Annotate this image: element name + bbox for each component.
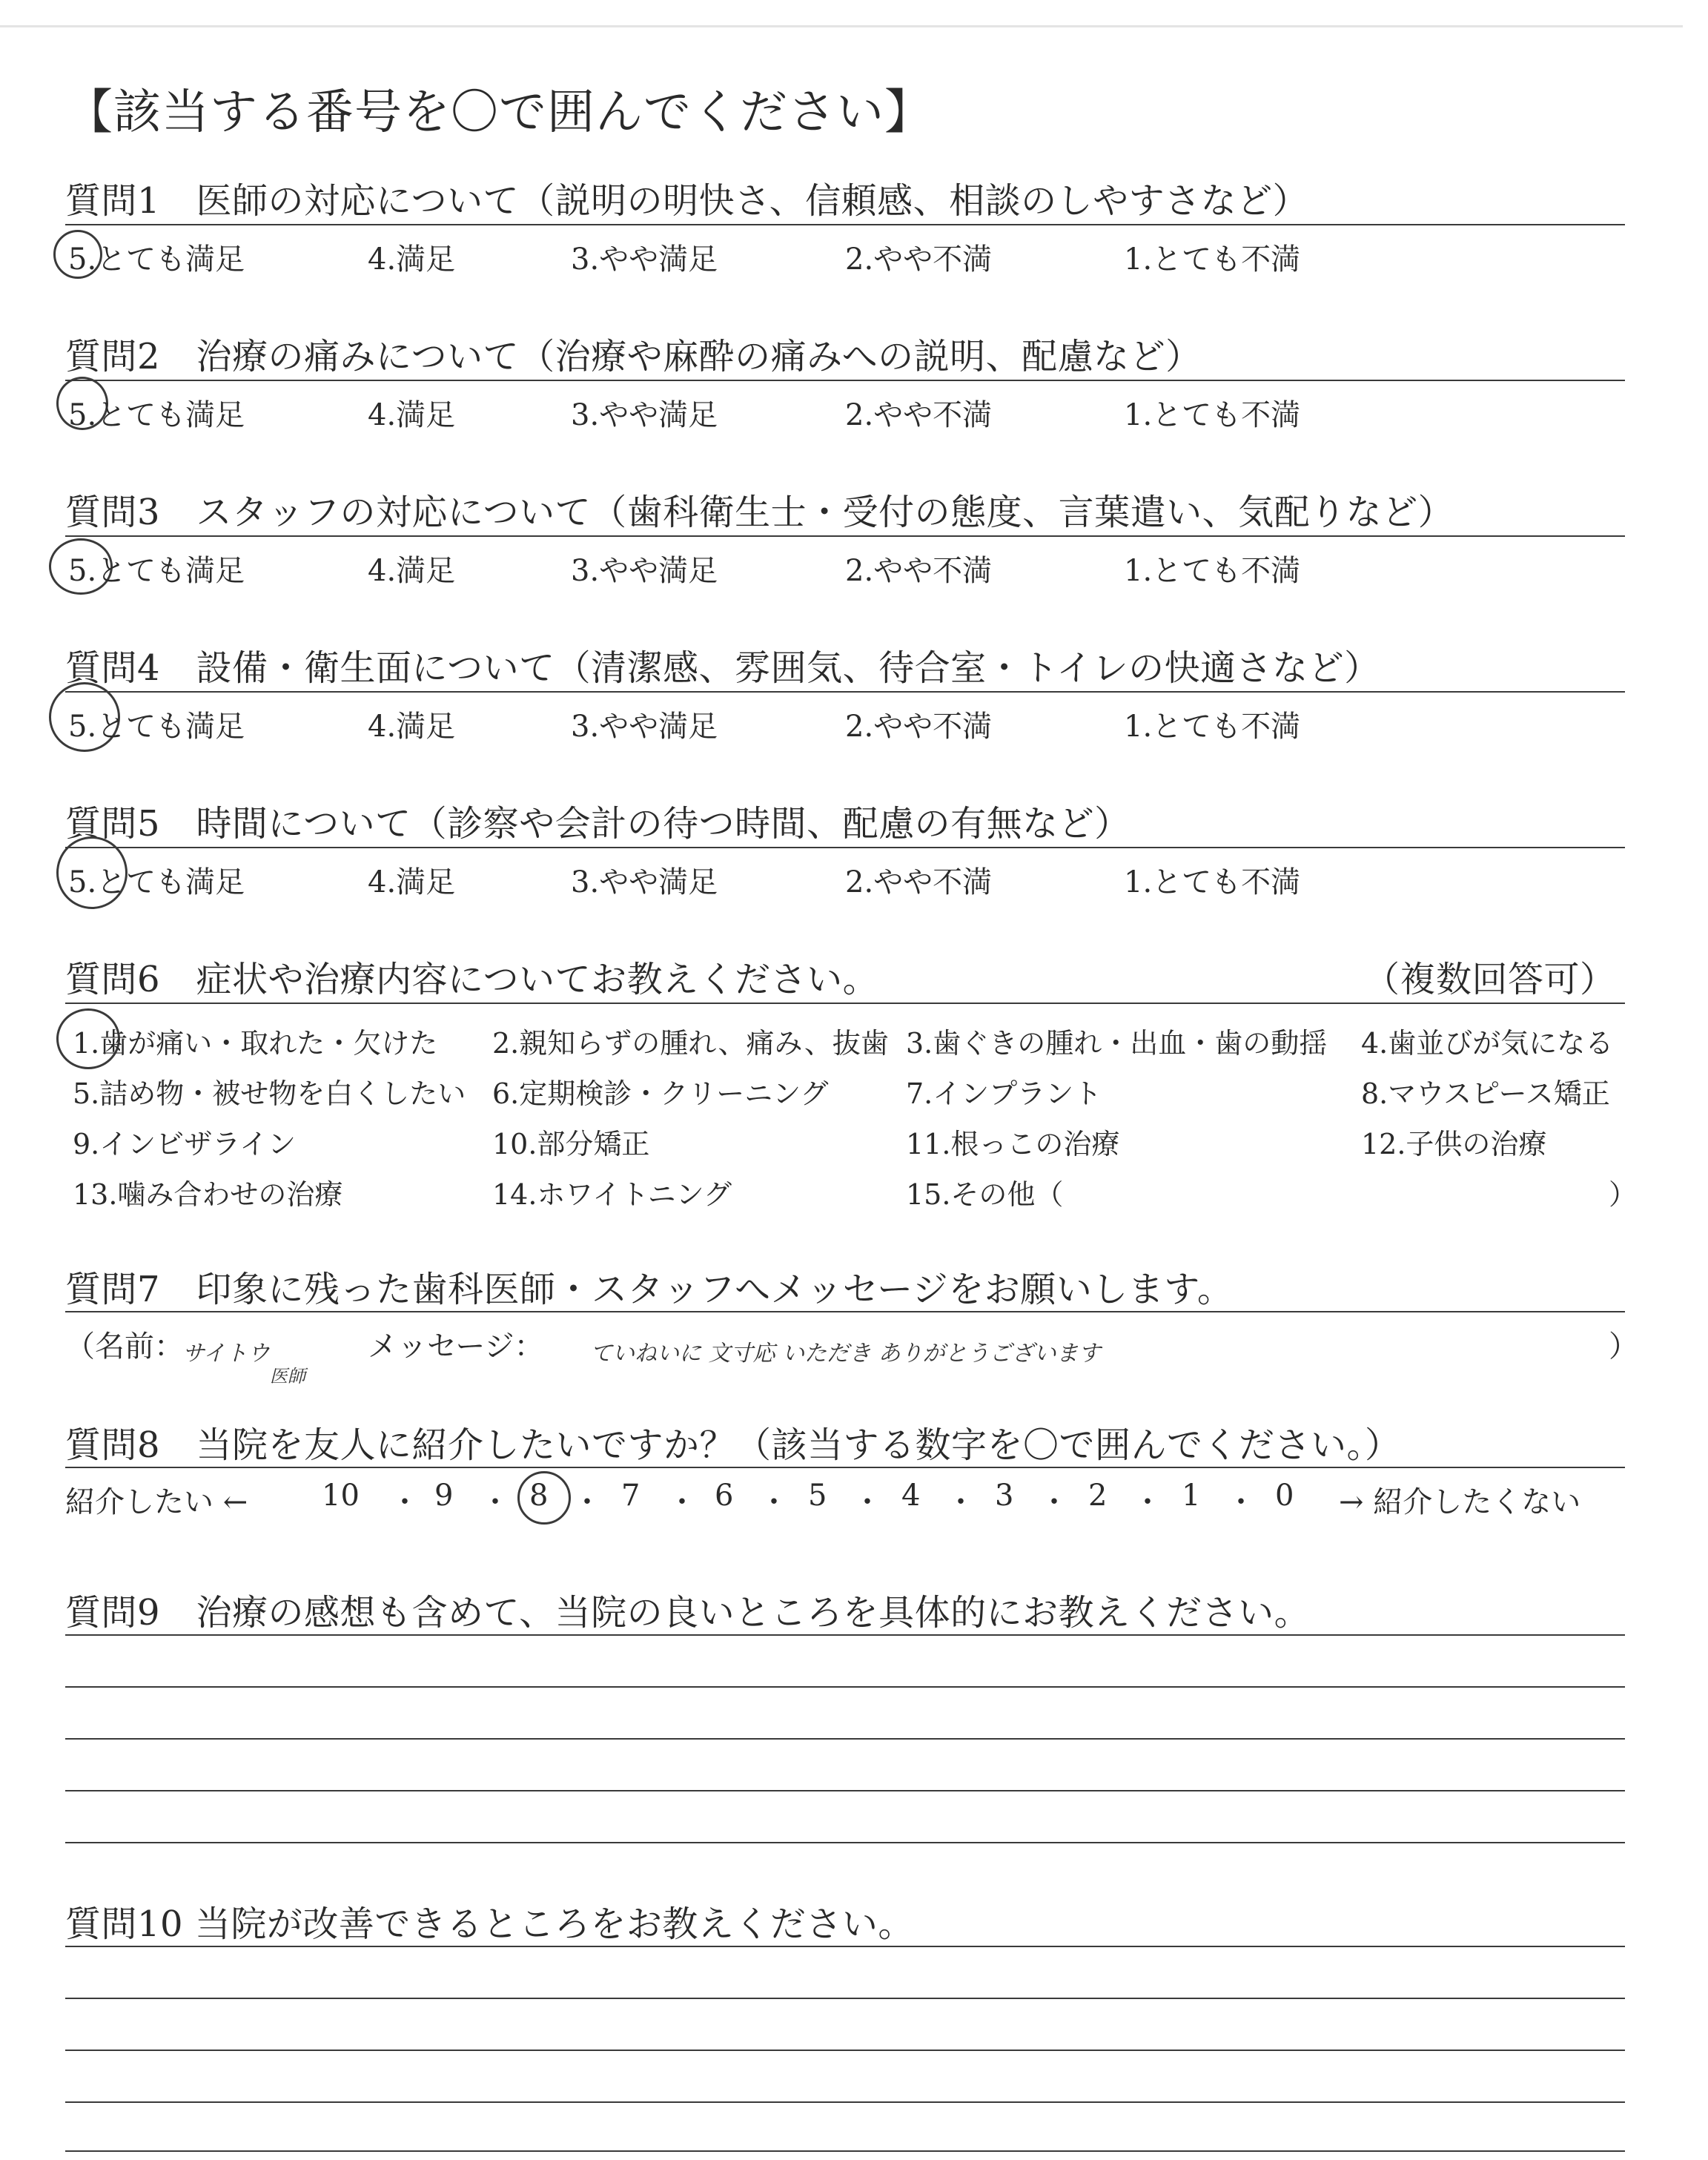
q6-multiple-note: （複数回答可） xyxy=(1364,959,1616,1000)
q8-score-8[interactable]: 8 xyxy=(529,1479,549,1513)
q2-option-1[interactable]: 1.とても不満 xyxy=(1124,398,1301,432)
q9-answer-line[interactable] xyxy=(65,1634,1625,1636)
q6-option-15[interactable]: 15.その他（ xyxy=(906,1178,1064,1211)
q5-option-4[interactable]: 4.満足 xyxy=(368,865,456,899)
q8-score-9[interactable]: 9 xyxy=(434,1479,454,1513)
q7-handwritten-name[interactable]: サイトウ xyxy=(182,1341,270,1367)
q5-option-2[interactable]: 2.やや不満 xyxy=(845,865,993,899)
q3-option-3[interactable]: 3.やや満足 xyxy=(571,554,718,588)
q8-dot: ・ xyxy=(667,1485,697,1519)
q9-answer-line[interactable] xyxy=(65,1686,1625,1688)
q6-option-7[interactable]: 7.インプラント xyxy=(906,1077,1102,1110)
q5-rule xyxy=(65,847,1625,848)
q4-option-3[interactable]: 3.やや満足 xyxy=(571,710,718,744)
q4-option-2[interactable]: 2.やや不満 xyxy=(845,710,993,744)
q6-rule xyxy=(65,1003,1625,1004)
q10-answer-line[interactable] xyxy=(65,1998,1625,1999)
q3-option-1[interactable]: 1.とても不満 xyxy=(1124,554,1301,588)
q2-rule xyxy=(65,380,1625,381)
q8-title: 質問8 当院を友人に紹介したいですか？（該当する数字を〇で囲んでください。） xyxy=(65,1424,1401,1466)
q2-option-2[interactable]: 2.やや不満 xyxy=(845,398,993,432)
q2-option-3[interactable]: 3.やや満足 xyxy=(571,398,718,432)
q3-option-5[interactable]: 5.とても満足 xyxy=(68,554,245,588)
q6-option-12[interactable]: 12.子供の治療 xyxy=(1361,1128,1547,1160)
q6-option-3[interactable]: 3.歯ぐきの腫れ・出血・歯の動揺 xyxy=(906,1027,1328,1060)
q6-option-11[interactable]: 11.根っこの治療 xyxy=(906,1128,1120,1160)
q6-option-15-close: ） xyxy=(1609,1178,1638,1211)
form-header: 【該当する番号を〇で囲んでください】 xyxy=(65,85,933,140)
q8-right-label: → 紹介したくない xyxy=(1339,1485,1581,1519)
q8-dot: ・ xyxy=(759,1485,789,1519)
q3-option-4[interactable]: 4.満足 xyxy=(368,554,456,588)
q8-dot: ・ xyxy=(572,1485,602,1519)
q9-title: 質問9 治療の感想も含めて、当院の良いところを具体的にお教えください。 xyxy=(65,1592,1311,1634)
q6-option-6[interactable]: 6.定期検診・クリーニング xyxy=(492,1077,829,1110)
q6-option-10[interactable]: 10.部分矯正 xyxy=(492,1128,650,1160)
q5-option-3[interactable]: 3.やや満足 xyxy=(571,865,718,899)
q4-rule xyxy=(65,691,1625,693)
q5-title: 質問5 時間について（診察や会計の待つ時間、配慮の有無など） xyxy=(65,803,1131,845)
q8-dot: ・ xyxy=(1133,1485,1162,1519)
q8-dot: ・ xyxy=(946,1485,976,1519)
q1-title: 質問1 医師の対応について（説明の明快さ、信頼感、相談のしやすさなど） xyxy=(65,180,1309,222)
q7-close-paren: ） xyxy=(1609,1330,1638,1364)
q1-option-3[interactable]: 3.やや満足 xyxy=(571,242,718,277)
q6-title: 質問6 症状や治療内容についてお教えください。 xyxy=(65,959,879,1000)
q6-option-5[interactable]: 5.詰め物・被せ物を白くしたい xyxy=(73,1077,466,1110)
q7-name-label: （名前： xyxy=(65,1330,184,1364)
q5-option-1[interactable]: 1.とても不満 xyxy=(1124,865,1301,899)
q9-answer-line[interactable] xyxy=(65,1738,1625,1740)
q10-answer-line[interactable] xyxy=(65,1946,1625,1947)
q1-rule xyxy=(65,224,1625,225)
q9-answer-line[interactable] xyxy=(65,1842,1625,1843)
q6-option-2[interactable]: 2.親知らずの腫れ、痛み、抜歯 xyxy=(492,1027,889,1060)
q3-title: 質問3 スタッフの対応について（歯科衛生士・受付の態度、言葉遣い、気配りなど） xyxy=(65,492,1454,533)
q1-option-2[interactable]: 2.やや不満 xyxy=(845,242,993,277)
q9-answer-line[interactable] xyxy=(65,1790,1625,1791)
q4-option-4[interactable]: 4.満足 xyxy=(368,710,456,744)
q7-rule xyxy=(65,1311,1625,1312)
q8-score-2[interactable]: 2 xyxy=(1088,1479,1108,1513)
q8-dot: ・ xyxy=(390,1485,420,1519)
q3-option-2[interactable]: 2.やや不満 xyxy=(845,554,993,588)
q1-option-1[interactable]: 1.とても不満 xyxy=(1124,242,1301,277)
q8-dot: ・ xyxy=(480,1485,510,1519)
q6-option-13[interactable]: 13.噛み合わせの治療 xyxy=(73,1178,343,1211)
q8-rule xyxy=(65,1467,1625,1468)
q4-title: 質問4 設備・衛生面について（清潔感、雰囲気、待合室・トイレの快適さなど） xyxy=(65,647,1380,689)
q6-option-9[interactable]: 9.インビザライン xyxy=(73,1128,297,1160)
q3-rule xyxy=(65,535,1625,537)
q8-dot: ・ xyxy=(1226,1485,1256,1519)
q10-answer-line[interactable] xyxy=(65,2150,1625,2152)
q2-title: 質問2 治療の痛みについて（治療や麻酔の痛みへの説明、配慮など） xyxy=(65,336,1202,377)
q10-answer-line[interactable] xyxy=(65,2101,1625,2103)
q8-score-3[interactable]: 3 xyxy=(995,1479,1014,1513)
q7-handwritten-role[interactable]: 医師 xyxy=(270,1366,305,1387)
q8-score-7[interactable]: 7 xyxy=(621,1479,640,1513)
scan-edge-line xyxy=(0,25,1683,27)
q2-option-5[interactable]: 5.とても満足 xyxy=(68,398,245,432)
q8-dot: ・ xyxy=(853,1485,882,1519)
q8-left-label: 紹介したい ← xyxy=(65,1485,248,1519)
q8-score-10[interactable]: 10 xyxy=(322,1479,360,1513)
q8-score-5[interactable]: 5 xyxy=(808,1479,827,1513)
q7-handwritten-message[interactable]: ていねいに 文寸応 いただき ありがとうございます xyxy=(590,1341,1101,1367)
q7-title: 質問7 印象に残った歯科医師・スタッフへメッセージをお願いします。 xyxy=(65,1269,1234,1310)
q6-option-4[interactable]: 4.歯並びが気になる xyxy=(1361,1027,1614,1060)
q4-option-5[interactable]: 5.とても満足 xyxy=(68,710,245,744)
q8-score-1[interactable]: 1 xyxy=(1182,1479,1201,1513)
q4-option-1[interactable]: 1.とても不満 xyxy=(1124,710,1301,744)
q1-option-5[interactable]: 5.とても満足 xyxy=(68,242,245,277)
q10-answer-line[interactable] xyxy=(65,2050,1625,2051)
q10-title: 質問10 当院が改善できるところをお教えください。 xyxy=(65,1903,914,1945)
q2-option-4[interactable]: 4.満足 xyxy=(368,398,456,432)
q5-option-5[interactable]: 5.とても満足 xyxy=(68,865,245,899)
q8-score-4[interactable]: 4 xyxy=(901,1479,921,1513)
q8-score-0[interactable]: 0 xyxy=(1275,1479,1294,1513)
q6-option-14[interactable]: 14.ホワイトニング xyxy=(492,1178,732,1211)
q6-option-8[interactable]: 8.マウスピース矯正 xyxy=(1361,1077,1610,1110)
q1-option-4[interactable]: 4.満足 xyxy=(368,242,456,277)
q8-dot: ・ xyxy=(1039,1485,1069,1519)
q6-option-1[interactable]: 1.歯が痛い・取れた・欠けた xyxy=(73,1027,438,1060)
q8-score-6[interactable]: 6 xyxy=(715,1479,734,1513)
q7-message-label: メッセージ： xyxy=(368,1330,544,1364)
